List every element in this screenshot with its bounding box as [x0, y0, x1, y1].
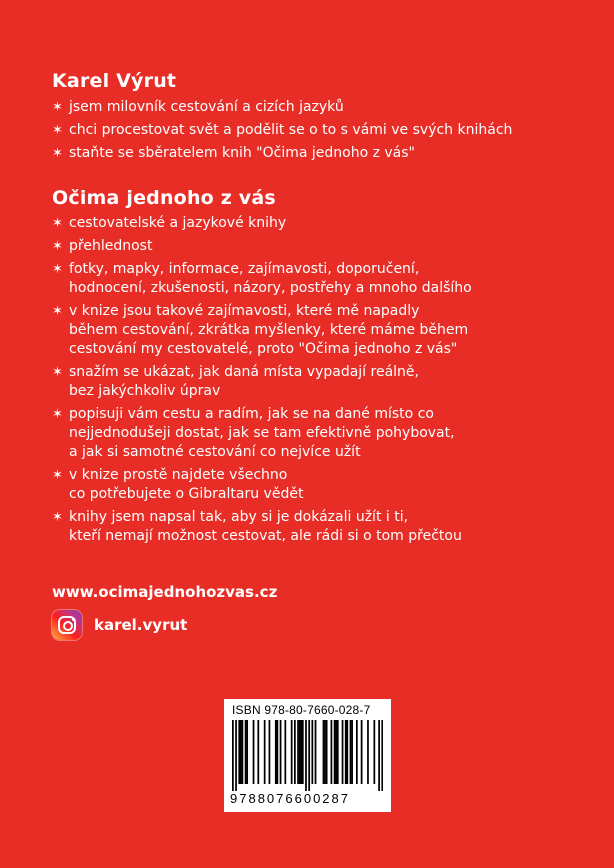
- barcode-bar: [373, 720, 375, 784]
- star-bullet-icon: ✶: [52, 216, 63, 231]
- barcode-bar: [350, 720, 352, 784]
- bullet-text: přehlednost: [69, 238, 153, 254]
- instagram-link[interactable]: [52, 610, 187, 640]
- barcode-bar: [305, 720, 307, 791]
- author-title: Karel Výrut: [52, 70, 177, 92]
- star-bullet-icon: ✶: [52, 262, 63, 277]
- barcode-bar: [235, 720, 237, 791]
- barcode-bar: [275, 720, 277, 784]
- star-bullet-icon: ✶: [52, 304, 63, 319]
- star-bullet-icon: ✶: [52, 123, 63, 138]
- barcode-bar: [238, 720, 240, 784]
- barcode-bar: [284, 720, 286, 784]
- bullet-text: cestovatelské a jazykové knihy: [69, 215, 287, 231]
- barcode-bar: [232, 720, 234, 791]
- list-item: [52, 363, 522, 401]
- barcode-bar: [246, 720, 248, 784]
- barcode-bar: [334, 720, 336, 784]
- isbn-label: ISBN 978-80-7660-028-7: [232, 703, 371, 717]
- bullet-text: snažím se ukázat, jak daná místa vypadají reálně, bez jakýchkoliv úprav: [69, 364, 419, 399]
- website-link[interactable]: www.ocimajednohozvas.cz: [52, 583, 278, 601]
- bullet-text: chci procestovat svět a podělit se o to s vámi ve svých knihách: [69, 122, 513, 138]
- barcode-bar: [367, 720, 369, 784]
- star-bullet-icon: ✶: [52, 407, 63, 422]
- author-bullet-list: [52, 98, 522, 167]
- barcode-bar: [299, 720, 301, 784]
- barcode-bar: [345, 720, 347, 784]
- list-item: [52, 144, 522, 163]
- bullet-text: fotky, mapky, informace, zajímavosti, doporučení, hodnocení, zkušenosti, názory, postřehy a mnoho dalšího: [69, 261, 472, 296]
- star-bullet-icon: ✶: [52, 510, 63, 525]
- list-item: [52, 508, 522, 546]
- list-item: [52, 302, 522, 359]
- barcode-bar: [378, 720, 380, 791]
- list-item: [52, 237, 522, 256]
- barcode-bar: [269, 720, 271, 784]
- barcode-bar: [326, 720, 328, 784]
- instagram-icon: [52, 610, 82, 640]
- barcode-bar: [315, 720, 317, 784]
- list-item: [52, 260, 522, 298]
- barcode-bar: [335, 720, 337, 784]
- star-bullet-icon: ✶: [52, 365, 63, 380]
- barcode-bar: [297, 720, 299, 784]
- barcode-bar: [253, 720, 255, 784]
- barcode-bar: [346, 720, 348, 784]
- barcode-bar: [280, 720, 282, 784]
- barcode-bar: [337, 720, 339, 784]
- barcode-bar: [240, 720, 242, 784]
- star-bullet-icon: ✶: [52, 146, 63, 161]
- barcode-bar: [277, 720, 279, 784]
- barcode-bar: [308, 720, 310, 791]
- barcode-bar: [324, 720, 326, 784]
- series-title: Očima jednoho z vás: [52, 187, 276, 209]
- barcode: [232, 720, 383, 791]
- barcode-bar: [302, 720, 304, 784]
- barcode-bar: [300, 720, 302, 784]
- list-item: [52, 121, 522, 140]
- star-bullet-icon: ✶: [52, 239, 63, 254]
- barcode-bar: [264, 720, 266, 784]
- barcode-bar: [245, 720, 247, 784]
- list-item: [52, 98, 522, 117]
- barcode-bar: [294, 720, 296, 784]
- barcode-bar: [291, 720, 293, 784]
- barcode-bar: [257, 720, 259, 784]
- barcode-bar: [361, 720, 363, 784]
- barcode-bar: [242, 720, 244, 784]
- isbn-barcode-box: [224, 699, 391, 812]
- list-item: [52, 214, 522, 233]
- barcode-bar: [342, 720, 344, 784]
- star-bullet-icon: ✶: [52, 100, 63, 115]
- series-bullet-list: [52, 214, 522, 550]
- list-item: [52, 405, 522, 462]
- bullet-text: v knize prostě najdete všechno co potřebujete o Gibraltaru vědět: [69, 467, 304, 502]
- ean-number: 9788076600287: [230, 791, 350, 806]
- list-item: [52, 466, 522, 504]
- barcode-bar: [331, 720, 333, 784]
- barcode-bar: [323, 720, 325, 784]
- barcode-bar: [356, 720, 358, 784]
- bullet-text: jsem milovník cestování a cizích jazyků: [69, 99, 344, 115]
- bullet-text: staňte se sběratelem knih "Očima jednoho z vás": [69, 145, 415, 161]
- barcode-bar: [311, 720, 313, 784]
- bullet-text: v knize jsou takové zajímavosti, které mě napadly během cestování, zkrátka myšlenky, které máme během cestování my cestovatelé, proto "Očima jednoho z vás": [69, 303, 469, 357]
- bullet-text: knihy jsem napsal tak, aby si je dokázali užít i ti, kteří nemají možnost cestovat, ale rádi si o tom přečtou: [69, 509, 462, 544]
- barcode-bar: [351, 720, 353, 784]
- barcode-bar: [381, 720, 383, 791]
- bullet-text: popisuji vám cestu a radím, jak se na dané místo co nejjednodušeji dostat, jak se tam efektivně pohybovat, a jak si samotné cestování co nejvíce užít: [69, 406, 455, 460]
- star-bullet-icon: ✶: [52, 468, 63, 483]
- instagram-handle: karel.vyrut: [94, 616, 188, 634]
